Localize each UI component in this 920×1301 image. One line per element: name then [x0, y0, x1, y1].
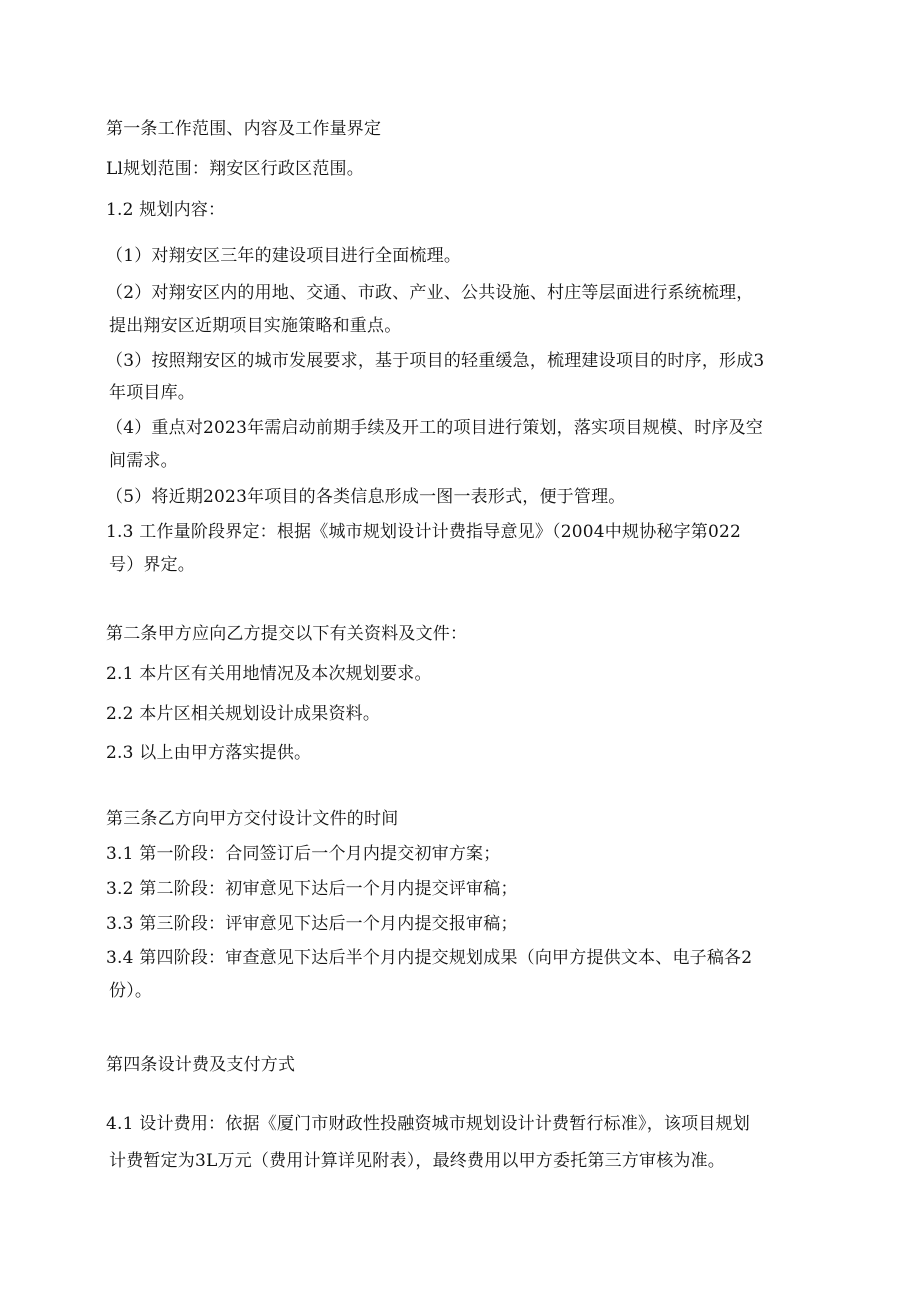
clause-2-2: 2.2 本片区相关规划设计成果资料。: [106, 704, 381, 724]
clause-1-1: Ll规划范围：翔安区行政区范围。: [106, 159, 364, 179]
clause-3-3: 3.3 第三阶段：评审意见下达后一个月内提交报审稿；: [106, 914, 518, 934]
sub-item-1: （1）对翔安区三年的建设项目进行全面梳理。: [106, 246, 462, 266]
article-1-title: 第一条工作范围、内容及工作量界定: [106, 119, 382, 139]
clause-1-3-line-2: 号）界定。: [109, 555, 195, 575]
clause-1-2: 1.2 规划内容：: [106, 200, 226, 220]
clause-3-1: 3.1 第一阶段：合同签订后一个月内提交初审方案；: [106, 844, 501, 864]
clause-3-4-line-2: 份）。: [109, 981, 153, 1001]
clause-2-1: 2.1 本片区有关用地情况及本次规划要求。: [106, 664, 432, 684]
sub-item-5: （5）将近期2023年项目的各类信息形成一图一表形式，便于管理。: [106, 487, 626, 507]
sub-item-2-line-2: 提出翔安区近期项目实施策略和重点。: [109, 316, 402, 336]
clause-4-1-line-1: 4.1 设计费用：依据《厦门市财政性投融资城市规划设计计费暂行标准》，该项目规划: [106, 1114, 750, 1134]
article-4-title: 第四条设计费及支付方式: [106, 1055, 296, 1075]
sub-item-3-line-1: （3）按照翔安区的城市发展要求，基于项目的轻重缓急，梳理建设项目的时序，形成3: [106, 351, 765, 371]
sub-item-4-line-2: 间需求。: [109, 451, 178, 471]
sub-item-4-line-1: （4）重点对2023年需启动前期手续及开工的项目进行策划，落实项目规模、时序及空: [106, 418, 764, 438]
clause-1-3-line-1: 1.3 工作量阶段界定：根据《城市规划设计计费指导意见》（2004中规协秘字第022: [106, 522, 742, 542]
clause-4-1-line-2: 计费暂定为3L万元（费用计算详见附表），最终费用以甲方委托第三方审核为准。: [109, 1151, 726, 1171]
clause-3-4-line-1: 3.4 第四阶段：审查意见下达后半个月内提交规划成果（向甲方提供文本、电子稿各2: [106, 948, 753, 968]
sub-item-2-line-1: （2）对翔安区内的用地、交通、市政、产业、公共设施、村庄等层面进行系统梳理，: [106, 283, 754, 303]
article-2-title: 第二条甲方应向乙方提交以下有关资料及文件：: [106, 624, 468, 644]
clause-2-3: 2.3 以上由甲方落实提供。: [106, 743, 312, 763]
sub-item-3-line-2: 年项目库。: [109, 383, 195, 403]
article-3-title: 第三条乙方向甲方交付设计文件的时间: [106, 809, 399, 829]
clause-3-2: 3.2 第二阶段：初审意见下达后一个月内提交评审稿；: [106, 879, 518, 899]
